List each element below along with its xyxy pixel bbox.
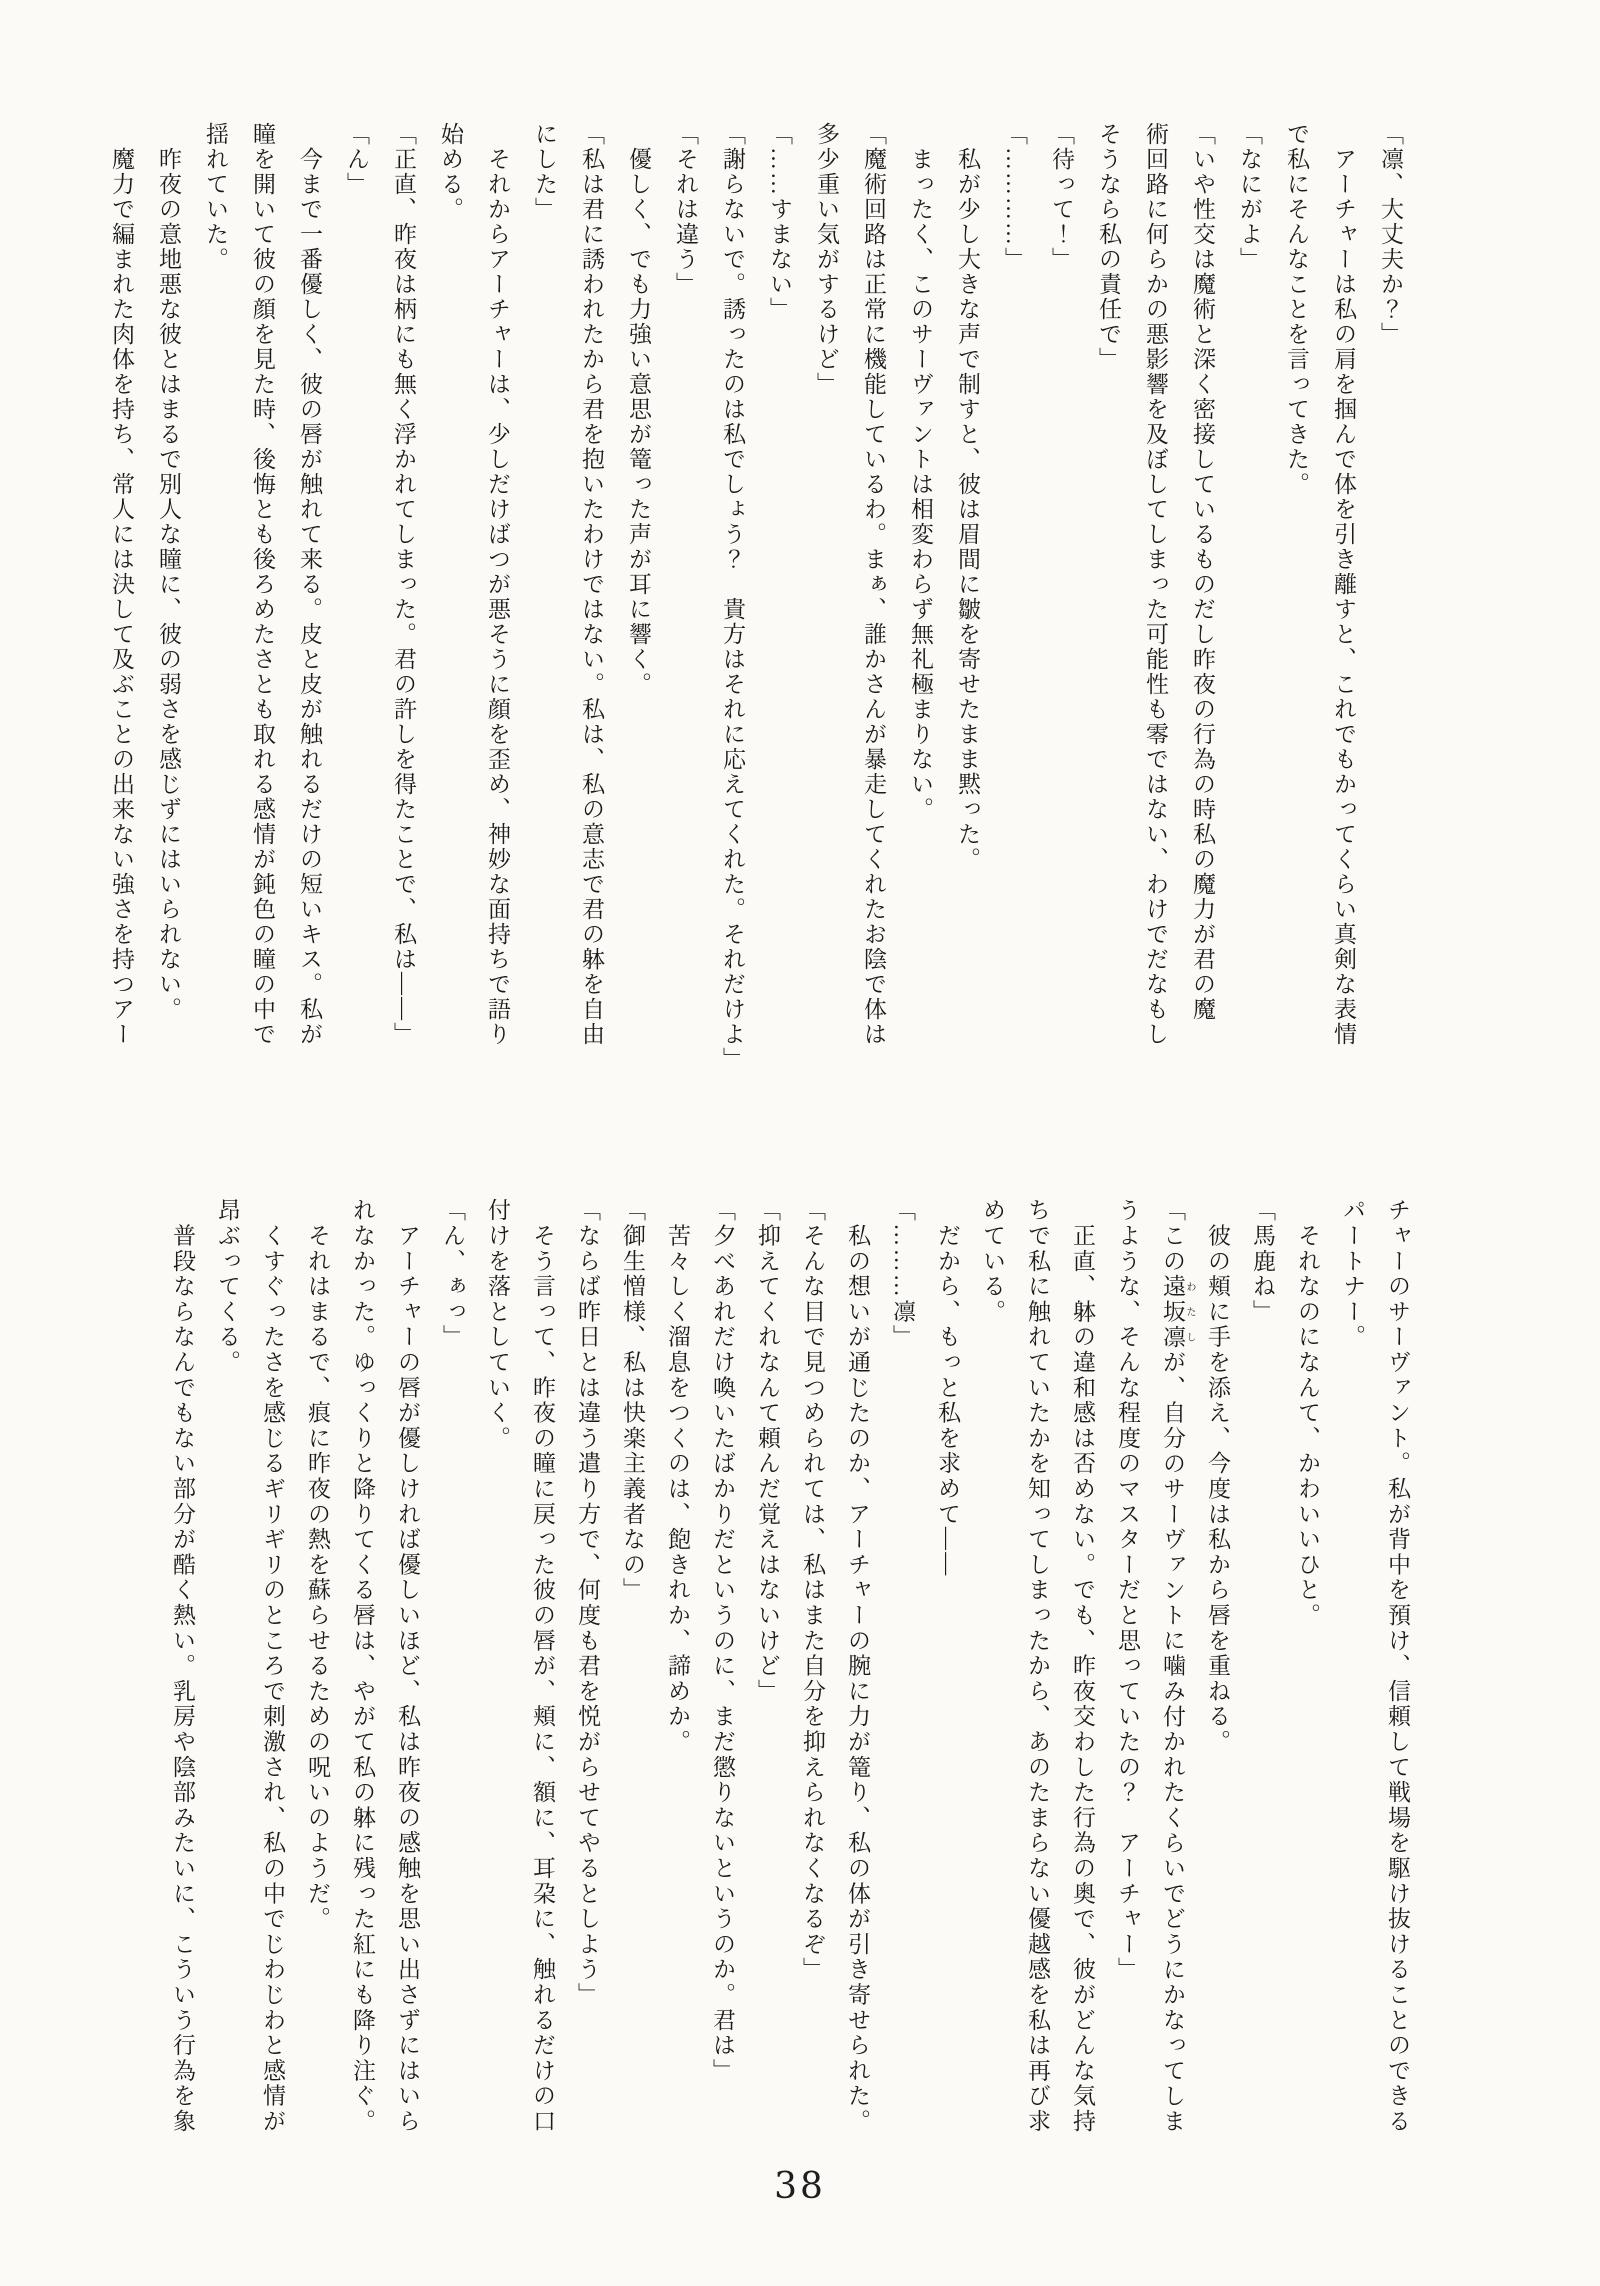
text-line: 私が少し大きな声で制すと、彼は眉間に皺を寄せたまま黙った。 xyxy=(955,122,980,872)
text-line: 私の想いが通じたのか、アーチャーの腕に力が篭り、私の体が引き寄せられた。 xyxy=(845,1198,870,2135)
text-line: そうなら私の責任で」 xyxy=(1096,122,1121,372)
text-line: 術回路に何らかの悪影響を及ぼしてしまった可能性も零ではない、わけでだなもし xyxy=(1143,122,1168,1047)
text-line: 瞳を開いて彼の顔を見た時、後悔とも後ろめたさとも取れる感情が鈍色の瞳の中で xyxy=(250,122,275,1047)
text-line: パートナー。 xyxy=(1340,1198,1365,1350)
text-line: 普段ならなんでもない部分が酷く熱い。乳房や陰部みたいに、こういう行為を象 xyxy=(170,1198,195,2135)
text-line: まったく、このサーヴァントは相変わらず無礼極まりない。 xyxy=(908,122,933,822)
text-line: ちで私に触れていたかを知ってしまったから、あのたまらない優越感を私は再び求 xyxy=(1025,1198,1050,2135)
text-line: にした」 xyxy=(532,122,557,222)
text-line: 「ん、ぁっ」 xyxy=(440,1198,465,1350)
text-line: 「…………」 xyxy=(1002,122,1027,272)
text-line: 彼の頬に手を添え、今度は私から唇を重ねる。 xyxy=(1205,1198,1230,1755)
text-line: めている。 xyxy=(980,1198,1005,1325)
text-line: そう言って、昨夜の瞳に戻った彼の唇が、頬に、額に、耳朶に、触れるだけの口 xyxy=(530,1198,555,2135)
text-line: だから、もっと私を求めて―― xyxy=(935,1198,960,1578)
text-line: それなのになんて、かわいいひと。 xyxy=(1295,1198,1320,1629)
text-line: れなかった。ゆっくりと降りてくる唇は、やがて私の躰に残った紅にも降り注ぐ。 xyxy=(350,1198,375,2135)
text-line: 「魔術回路は正常に機能しているわ。まぁ、誰かさんが暴走してくれたお陰で体は xyxy=(861,122,886,1047)
text-line: 「ん」 xyxy=(344,122,369,197)
text-line: 「馬鹿ね」 xyxy=(1250,1198,1275,1325)
text-line: 「正直、昨夜は柄にも無く浮かれてしまった。君の許しを得たことで、私は――」 xyxy=(391,122,416,1047)
text-line: それはまるで、痕に昨夜の熱を蘇らせるための呪いのようだ。 xyxy=(305,1198,330,1932)
text-line: 「そんな目で見つめられては、私はまた自分を抑えられなくなるぞ」 xyxy=(800,1198,825,1983)
text-line: 多少重い気がするけど」 xyxy=(814,122,839,397)
text-line: 「夕べあれだけ喚いたばかりだというのに、まだ懲りないというのか。君は」 xyxy=(710,1198,735,2084)
text-line: それからアーチャーは、少しだけばつが悪そうに顔を歪め、神妙な面持ちで語り xyxy=(485,122,510,1047)
text-line: うような、そんな程度のマスターだと思っていたの？ アーチャー」 xyxy=(1115,1198,1140,1983)
text-line: 「待って！」 xyxy=(1049,122,1074,272)
text-line: 今まで一番優しく、彼の唇が触れて来る。皮と皮が触れるだけの短いキス。私が xyxy=(297,122,322,1047)
text-line: 揺れていた。 xyxy=(203,122,228,272)
text-line: 魔力で編まれた肉体を持ち、常人には決して及ぶことの出来ない強さを持つアー xyxy=(109,122,134,1047)
text-line: 「それは違う」 xyxy=(673,122,698,297)
furigana-annotation: 遠坂凛 わたし xyxy=(1160,1273,1195,1350)
text-line: アーチャーの唇が優しければ優しいほど、私は昨夜の感触を思い出さずにはいら xyxy=(395,1198,420,2135)
text-line: 「この遠坂凛 わたしが、自分のサーヴァントに噛み付かれたくらいでどうにかなってしま xyxy=(1160,1198,1195,2135)
page-number: 38 xyxy=(774,2166,826,2207)
text-line: 「抑えてくれなんて頼んだ覚えはないけど」 xyxy=(755,1198,780,1704)
text-line: アーチャーは私の肩を掴んで体を引き離すと、これでもかってくらい真剣な表情 xyxy=(1331,122,1356,1047)
text-block-top xyxy=(98,122,1414,1078)
text-line: 「………凛」 xyxy=(890,1198,915,1350)
text-line: 正直、躰の違和感は否めない。でも、昨夜交わした行為の奥で、彼がどんな気持 xyxy=(1070,1198,1095,2135)
text-line: チャーのサーヴァント。私が背中を預け、信頼して戦場を駆け抜けることのできる xyxy=(1385,1198,1410,2135)
text-line: 「……すまない」 xyxy=(767,122,792,322)
text-line: 「謝らないで。誘ったのは私でしょう？ 貴方はそれに応えてくれた。それだけよ」 xyxy=(720,122,745,1072)
text-line: 始める。 xyxy=(438,122,463,222)
text-line: 昨夜の意地悪な彼とはまるで別人な瞳に、彼の弱さを感じずにはいられない。 xyxy=(156,122,181,1022)
text-line: で私にそんなことを言ってきた。 xyxy=(1284,122,1309,497)
text-line: 優しく、でも力強い意思が篭った声が耳に響く。 xyxy=(626,122,651,697)
text-line: 苦々しく溜息をつくのは、飽きれか、諦めか。 xyxy=(665,1198,690,1755)
text-line: くすぐったさを感じるギリギリのところで刺激され、私の中でじわじわと感情が xyxy=(260,1198,285,2135)
text-line: 「私は君に誘われたから君を抱いたわけではない。私は、私の意志で君の躰を自由 xyxy=(579,122,604,1047)
text-line: 「御生憎様、私は快楽主義者なの」 xyxy=(620,1198,645,1603)
text-line: 「凛、大丈夫か？」 xyxy=(1378,122,1403,347)
text-line: 付けを落としていく。 xyxy=(485,1198,510,1451)
text-line: 「ならば昨日とは違う遣り方で、何度も君を悦がらせてやるとしよう」 xyxy=(575,1198,600,2008)
text-line: 「なにがよ」 xyxy=(1237,122,1262,272)
text-line: 昂ぶってくる。 xyxy=(215,1198,240,1376)
text-line: 「いや性交は魔術と深く密接しているものだし昨夜の行為の時私の魔力が君の魔 xyxy=(1190,122,1215,1022)
text-block-bottom xyxy=(160,1198,1420,2142)
